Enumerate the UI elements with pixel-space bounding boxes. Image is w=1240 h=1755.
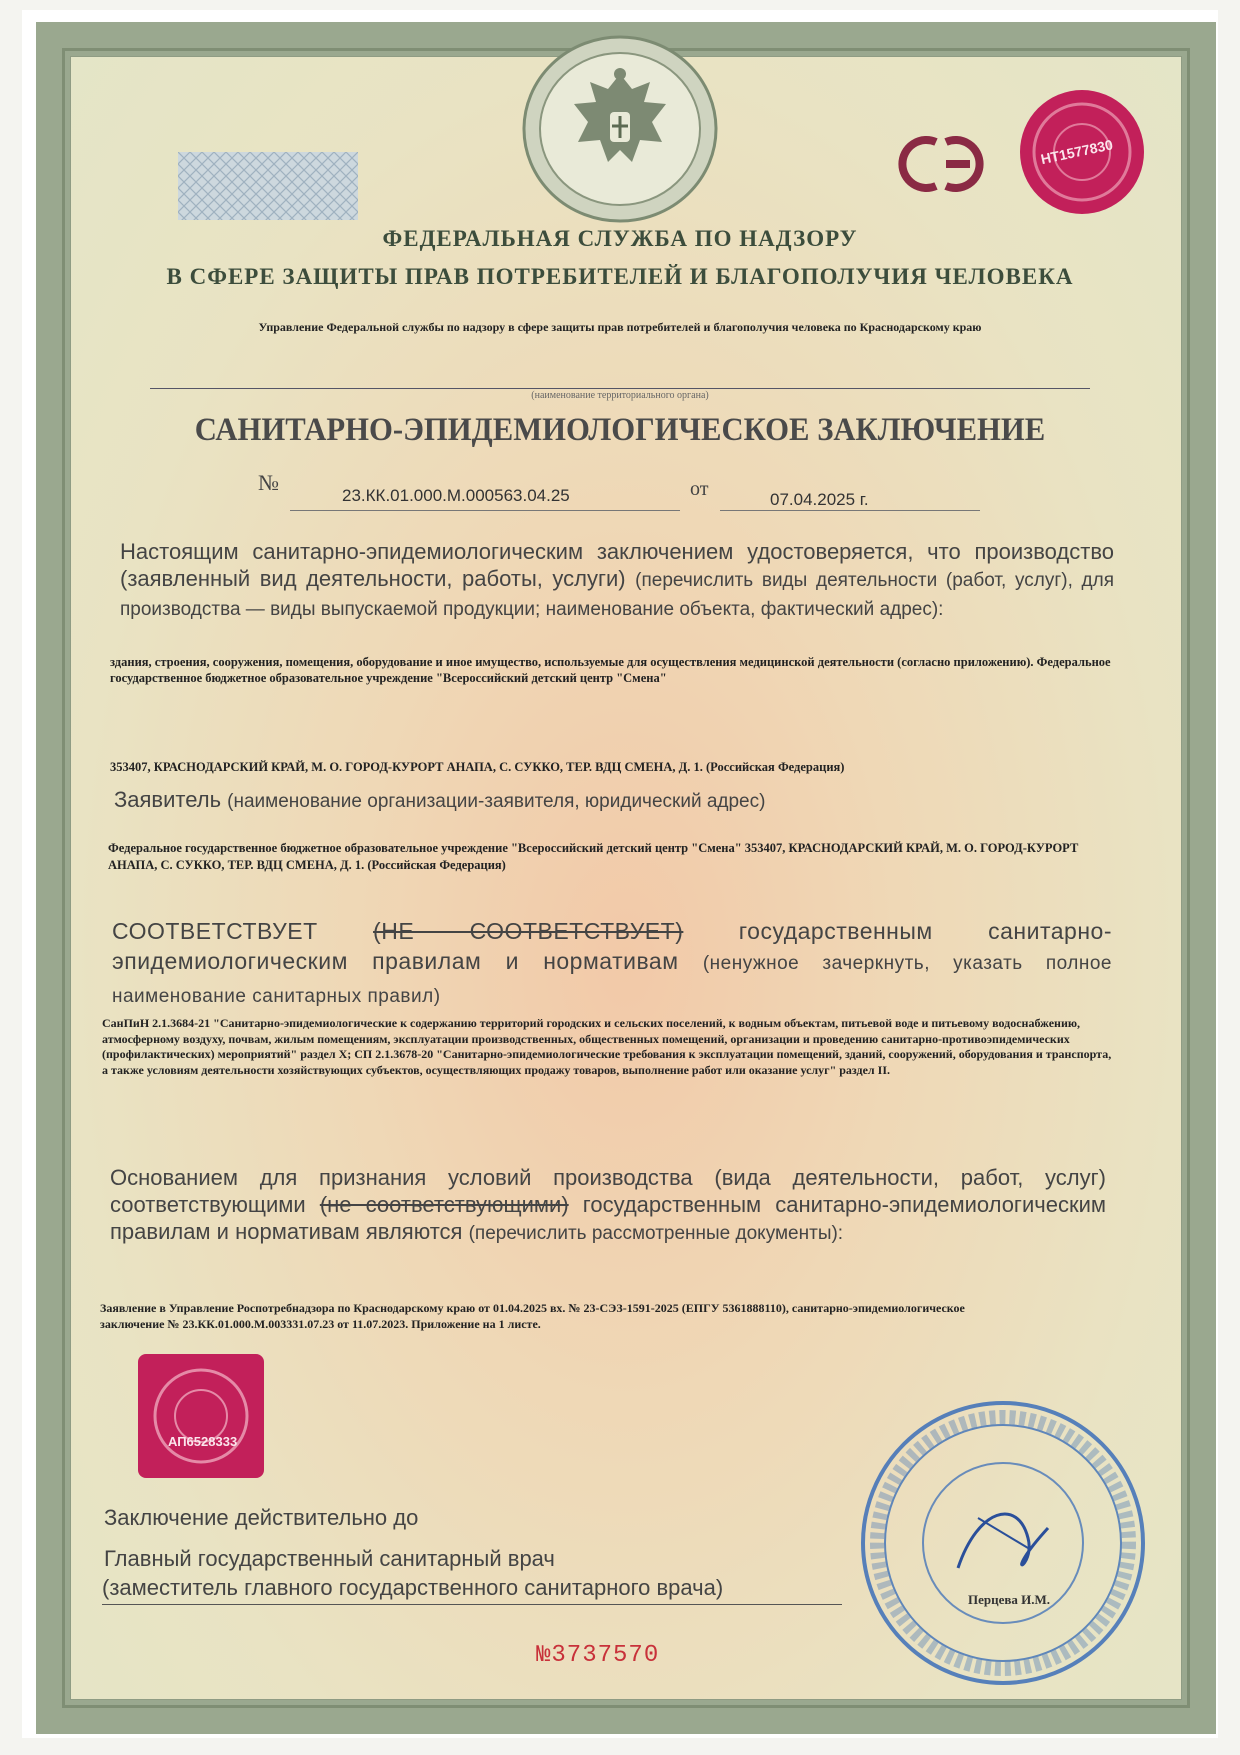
signer-name: Перцева И.М. <box>968 1592 1051 1607</box>
sanitary-rules-text: СанПиН 2.1.3684-21 "Санитарно-эпидемиологические к содержанию территорий городских и сельских поселений, к водным объектам, питьевой воде и питьевому водоснабжению, атмосферному воздуху, почвам, жилым помещениям, эксплуатации производственных, общественных помещений, организации и проведению санитарно-противоэпидемических (профилактических) мероприятий" раздел X; СП 2.1.3678-20 "Санитарно-эпидемиологические требования к эксплуатации помещений, зданий, сооружений, оборудования и транспорта, а также условиям деятельности хозяйствующих субъектов, осуществляющих продажу товаров, выполнение работ или оказание услуг" раздел II. <box>102 1016 1112 1077</box>
applicant-label: Заявитель <box>114 787 222 812</box>
chief-doctor-title: Главный государственный санитарный врач <box>104 1546 555 1571</box>
applicant-text: Федеральное государственное бюджетное образовательное учреждение "Всероссийский детский центр "Смена" 353407, КРАСНОДАРСКИЙ КРАЙ, М. О. ГОРОД-КУРОРТ АНАПА, С. СУККО, ТЕР. ВДЦ СМЕНА, Д. 1. (Российская Федерация) <box>108 841 1079 872</box>
date-underline <box>720 510 980 511</box>
territorial-body-rule <box>150 388 1090 389</box>
basis-documents: Заявление в Управление Роспотребнадзора по Краснодарскому краю от 01.04.2025 вх. № 23-СЭЗ-1591-2025 (ЕПГУ 5361888110), санитарно-эпидемиологическое заключение № 23.КК.01.000.М.003331.07.23 от 11.07.2023. Приложение на 1 листе. <box>100 1301 965 1331</box>
not-complies-word: (НЕ СООТВЕТСТВУЕТ) <box>373 918 684 944</box>
agency-title-line2: В СФЕРЕ ЗАЩИТЫ ПРАВ ПОТРЕБИТЕЛЕЙ И БЛАГОПОЛУЧИЯ ЧЕЛОВЕКА <box>166 264 1074 289</box>
agency-title-line1: ФЕДЕРАЛЬНАЯ СЛУЖБА ПО НАДЗОРУ <box>382 226 858 251</box>
deputy-chief-title: (заместитель главного государственного санитарного врача) <box>102 1575 724 1600</box>
basis-paren: (перечислить рассмотренные документы): <box>468 1223 844 1244</box>
activity-text: здания, строения, сооружения, помещения, оборудование и иное имущество, используемые для осуществления медицинской деятельности (согласно приложению). Федеральное государственное бюджетное образовательное учреждение "Всероссийский детский центр "Смена" <box>110 655 1111 685</box>
coat-of-arms-icon <box>520 34 720 224</box>
signature-line <box>102 1604 842 1605</box>
basis-text-2: государственным санитарно-эпидемиологическим правилам и нормативам являются <box>110 1192 1106 1244</box>
complies-paren: (ненужное зачеркнуть, указать полное наименование санитарных правил) <box>112 953 1112 1007</box>
intro-paragraph <box>120 538 1114 623</box>
official-stamp-icon <box>858 1398 1148 1688</box>
basis-text-1: Основанием для признания условий производства (вида деятельности, работ, услуг) соответствующими <box>110 1165 1106 1217</box>
date-label: от <box>690 478 709 500</box>
complies-word: СООТВЕТСТВУЕТ <box>112 918 318 944</box>
seal-bottom-code: АП6528333 <box>168 1434 238 1449</box>
complies-paragraph <box>112 916 1112 1012</box>
applicant-heading <box>114 786 1104 815</box>
hologram-seal-icon <box>1018 88 1146 216</box>
territorial-body-caption: (наименование территориального органа) <box>531 390 709 401</box>
document-title: САНИТАРНО-ЭПИДЕМИОЛОГИЧЕСКОЕ ЗАКЛЮЧЕНИЕ <box>194 412 1046 448</box>
applicant-paren: (наименование организации-заявителя, юридический адрес) <box>227 791 766 812</box>
intro-text: Настоящим санитарно-эпидемиологическим заключением удостоверяется, что производство (заявленный вид деятельности, работы, услуги) <box>120 539 1114 591</box>
intro-paren: (перечислить виды деятельности (работ, услуг), для производства — виды выпускаемой продукции; наименование объекта, фактический адрес): <box>120 570 1115 620</box>
hologram-seal-bottom-icon <box>138 1354 264 1478</box>
se-mark-icon <box>890 128 994 200</box>
hologram-strip <box>178 152 358 220</box>
certificate-number: 23.КК.01.000.М.000563.04.25 <box>342 486 570 505</box>
complies-rest: государственным санитарно-эпидемиологическим правилам и нормативам <box>112 918 1112 974</box>
seal-top-code: НТ1577830 <box>1039 136 1115 168</box>
valid-until-label: Заключение действительно до <box>104 1505 419 1530</box>
number-underline <box>290 510 680 511</box>
territorial-body: Управление Федеральной службы по надзору в сфере защиты прав потребителей и благополучия человека по Краснодарскому краю <box>258 320 982 334</box>
basis-paragraph <box>110 1164 1106 1247</box>
object-address: 353407, КРАСНОДАРСКИЙ КРАЙ, М. О. ГОРОД-КУРОРТ АНАПА, С. СУККО, ТЕР. ВДЦ СМЕНА, Д. 1. (Российская Федерация) <box>110 760 845 774</box>
form-number: №3737570 <box>536 1642 660 1669</box>
basis-strike: (не соответствующими) <box>319 1192 569 1217</box>
number-label: № <box>258 470 279 495</box>
issue-date: 07.04.2025 г. <box>770 490 869 509</box>
